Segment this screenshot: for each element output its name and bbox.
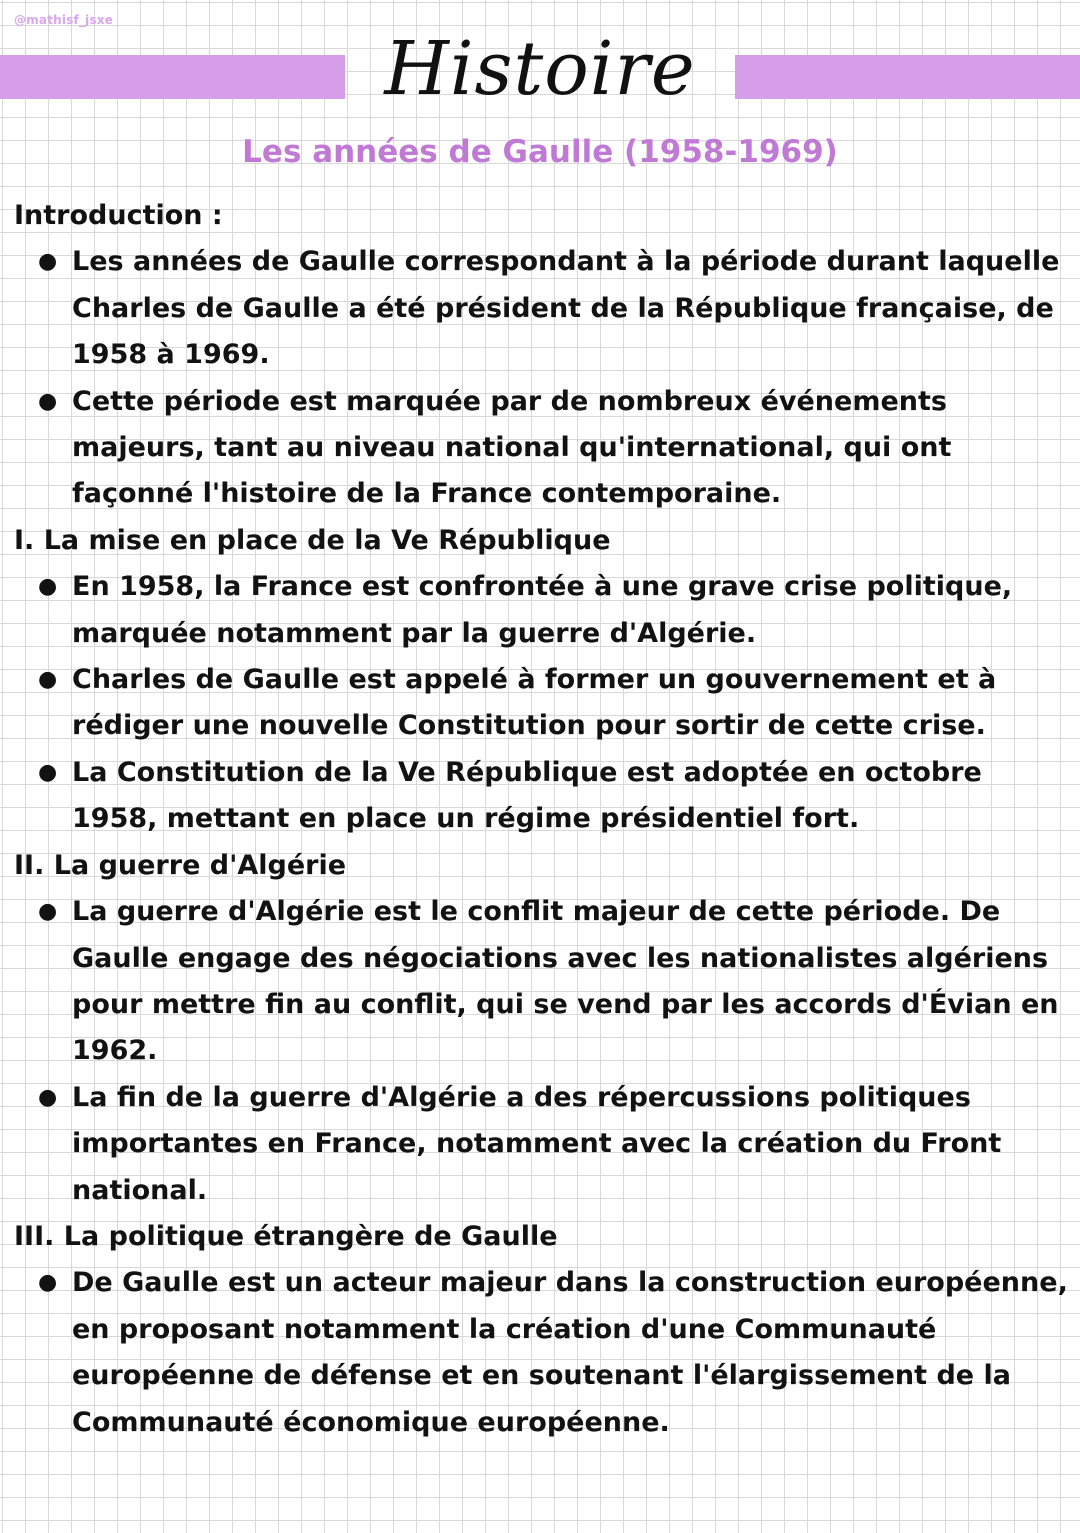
bullet-list <box>14 564 1070 842</box>
list-item-text: En 1958, la France est confrontée à une grave crise politique, marquée notamment par la guerre d'Algérie. <box>72 571 1013 649</box>
list-item <box>38 379 1070 518</box>
list-item-text: La fin de la guerre d'Algérie a des répercussions politiques importantes en France, notamment avec la création du Front national. <box>72 1081 1002 1206</box>
list-item-text: De Gaulle est un acteur majeur dans la construction européenne, en proposant notamment la création d'une Communauté européenne de défense et en soutenant l'élargissement de la Communauté économique européenne. <box>72 1267 1068 1438</box>
list-item <box>38 239 1070 378</box>
bullet-icon: ● <box>38 759 58 785</box>
bullet-list <box>14 239 1070 517</box>
list-item-text: Charles de Gaulle est appelé à former un gouvernement et à rédiger une nouvelle Constitution pour sortir de cette crise. <box>72 664 997 742</box>
list-item <box>38 1260 1070 1446</box>
section-heading: III. La politique étrangère de Gaulle <box>14 1220 558 1252</box>
list-item <box>38 564 1070 657</box>
section-introduction <box>14 193 1070 518</box>
list-item <box>38 889 1070 1075</box>
section-politique-etrangere <box>14 1214 1070 1446</box>
list-item-text: La guerre d'Algérie est le conflit majeur de cette période. De Gaulle engage des négociations avec les nationalistes algériens pour mettre fin au conflit, qui se vend par les accords d'Évian en 1962. <box>72 896 1059 1067</box>
bullet-list <box>14 889 1070 1214</box>
notes-content <box>14 193 1070 1446</box>
list-item <box>38 750 1070 843</box>
section-heading: II. La guerre d'Algérie <box>14 849 347 881</box>
bullet-icon: ● <box>38 388 58 414</box>
list-item-text: Cette période est marquée par de nombreux événements majeurs, tant au niveau national qu'international, qui ont façonné l'histoire de la France contemporaine. <box>72 385 952 510</box>
bullet-icon: ● <box>38 1270 58 1296</box>
list-item-text: La Constitution de la Ve République est adoptée en octobre 1958, mettant en place un régime présidentiel fort. <box>72 756 982 835</box>
section-heading: Introduction : <box>14 200 223 231</box>
bullet-icon: ● <box>38 667 58 693</box>
bullet-icon: ● <box>38 249 58 275</box>
list-item <box>38 1075 1070 1214</box>
bullet-list <box>14 1260 1070 1446</box>
watermark: @mathisf_jsxe <box>14 13 114 27</box>
section-heading: I. La mise en place de la Ve République <box>14 524 611 556</box>
page-subtitle: Les années de Gaulle (1958-1969) <box>242 134 838 170</box>
bullet-icon: ● <box>38 574 58 600</box>
list-item-text: Les années de Gaulle correspondant à la période durant laquelle Charles de Gaulle a été président de la République française, de 1958 à 1969. <box>72 246 1060 371</box>
page-title: Histoire <box>384 26 696 112</box>
section-guerre-algerie <box>14 843 1070 1214</box>
bullet-icon: ● <box>38 899 58 925</box>
section-ve-republique <box>14 518 1070 843</box>
list-item <box>38 657 1070 750</box>
bullet-icon: ● <box>38 1084 58 1110</box>
